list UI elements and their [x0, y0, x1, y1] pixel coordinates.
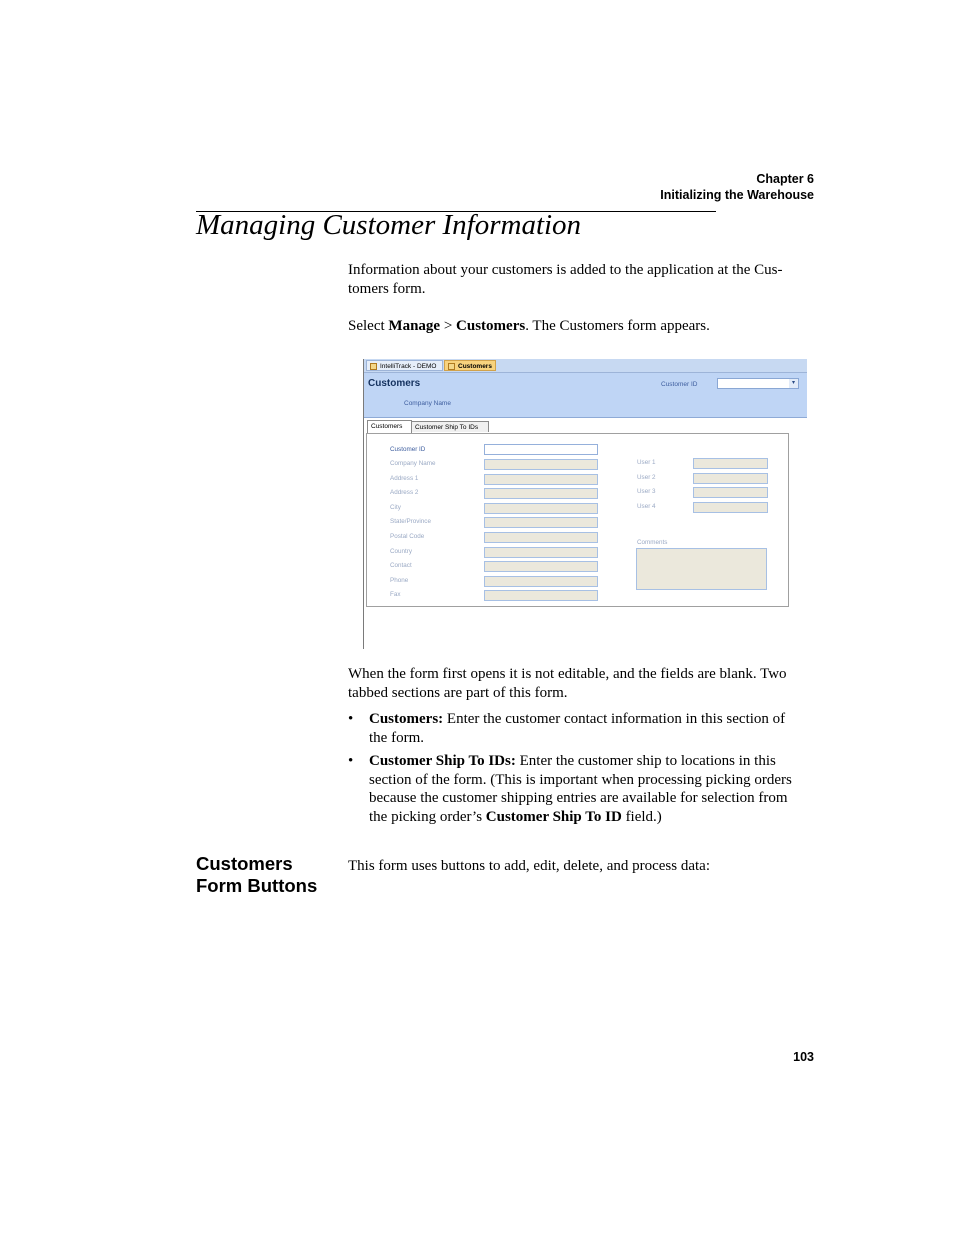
address-1-label: Address 1 [390, 475, 419, 482]
header-company-name-label: Company Name [404, 400, 451, 407]
section-heading-line-2: Form Buttons [196, 875, 318, 896]
form-title: Customers [368, 378, 421, 389]
intro-line-2: tomers form. [348, 281, 426, 297]
select-suffix: . The Customers form appears. [525, 318, 710, 334]
manage-menu-label: Manage [388, 318, 441, 334]
after-form-paragraph [348, 665, 812, 703]
doc-tab-customers[interactable] [444, 360, 496, 371]
chevron-down-icon[interactable]: ▾ [789, 379, 798, 388]
customers-tab-panel [366, 433, 789, 607]
select-instruction [348, 317, 812, 336]
page-number: 103 [793, 1050, 814, 1064]
customer-id-field[interactable] [484, 444, 598, 455]
section-heading-line-1: Customers [196, 853, 293, 874]
contact-label: Contact [390, 562, 412, 569]
bullet-line-4-suffix: field.) [621, 808, 662, 825]
postal-code-field[interactable] [484, 532, 598, 543]
comments-label: Comments [637, 539, 668, 546]
section-heading [196, 853, 336, 897]
tab-customer-ship-to-ids[interactable]: Customer Ship To IDs [411, 421, 489, 432]
intro-paragraph [348, 261, 812, 299]
comments-field[interactable] [636, 548, 767, 590]
form-icon [370, 363, 377, 370]
user-1-label: User 1 [637, 459, 656, 466]
doc-tab-intellitrack[interactable] [366, 360, 443, 371]
bullet-marker: • [348, 753, 354, 769]
company-name-label: Company Name [390, 460, 436, 467]
user-1-field[interactable] [693, 458, 768, 469]
bullet-customers [348, 710, 812, 748]
postal-code-label: Postal Code [390, 533, 425, 540]
doc-tab-label: Customers [458, 363, 492, 370]
bullet-line-4-prefix: the picking order’s [369, 808, 486, 825]
bullet-line-2: section of the form. (This is important when processing picking orders [369, 771, 792, 788]
country-label: Country [390, 548, 413, 555]
city-field[interactable] [484, 503, 598, 514]
bullet-label: Customer Ship To IDs: [369, 753, 516, 769]
bullet-marker: • [348, 711, 354, 727]
form-header [364, 373, 807, 418]
user-4-label: User 4 [637, 503, 656, 510]
fax-field[interactable] [484, 590, 598, 601]
bullet-line-1: Enter the customer ship to locations in this [515, 753, 776, 769]
chapter-title: Initializing the Warehouse [660, 188, 814, 202]
country-field[interactable] [484, 547, 598, 558]
select-prefix: Select [348, 318, 389, 334]
header-customer-id-label: Customer ID [661, 381, 698, 388]
company-name-field[interactable] [484, 459, 598, 470]
phone-label: Phone [390, 577, 409, 584]
bullet-line-3: because the customer shipping entries are available for selection from [369, 790, 788, 806]
fax-label: Fax [390, 591, 401, 598]
customer-id-label: Customer ID [390, 446, 426, 453]
address-1-field[interactable] [484, 474, 598, 485]
user-3-field[interactable] [693, 487, 768, 498]
bullet-customer-ship-to-ids [348, 752, 812, 828]
bullet-text [369, 710, 812, 747]
doc-tab-label: IntelliTrack - DEMO [380, 363, 437, 370]
bullet-line-1: Enter the customer contact information in this section of [443, 711, 786, 727]
customers-menu-label: Customers [456, 318, 526, 334]
after-form-line-2: tabbed sections are part of this form. [348, 685, 568, 701]
bullet-text [369, 752, 812, 826]
user-3-label: User 3 [637, 488, 656, 495]
select-sep: > [440, 318, 457, 334]
customer-id-select[interactable] [717, 378, 799, 389]
state-province-field[interactable] [484, 517, 598, 528]
bullet-label: Customers: [369, 711, 444, 727]
form-icon [448, 363, 455, 370]
bullet-line-2: the form. [369, 729, 424, 746]
customer-ship-to-id-field-name: Customer Ship To ID [485, 808, 622, 825]
customers-form-screenshot [363, 359, 807, 649]
address-2-field[interactable] [484, 488, 598, 499]
page-title: Managing Customer Information [196, 209, 582, 241]
tab-customers[interactable]: Customers [367, 420, 412, 433]
contact-field[interactable] [484, 561, 598, 572]
after-form-line-1: When the form first opens it is not editable, and the fields are blank. Two [348, 666, 787, 682]
document-tab-bar [364, 359, 807, 373]
phone-field[interactable] [484, 576, 598, 587]
user-2-field[interactable] [693, 473, 768, 484]
user-2-label: User 2 [637, 474, 656, 481]
city-label: City [390, 504, 401, 511]
chapter-label: Chapter 6 [756, 172, 814, 186]
section-text: This form uses buttons to add, edit, delete, and process data: [348, 858, 710, 874]
state-province-label: State/Province [390, 518, 431, 525]
address-2-label: Address 2 [390, 489, 419, 496]
user-4-field[interactable] [693, 502, 768, 513]
intro-line-1: Information about your customers is added to the application at the Cus- [348, 262, 783, 278]
